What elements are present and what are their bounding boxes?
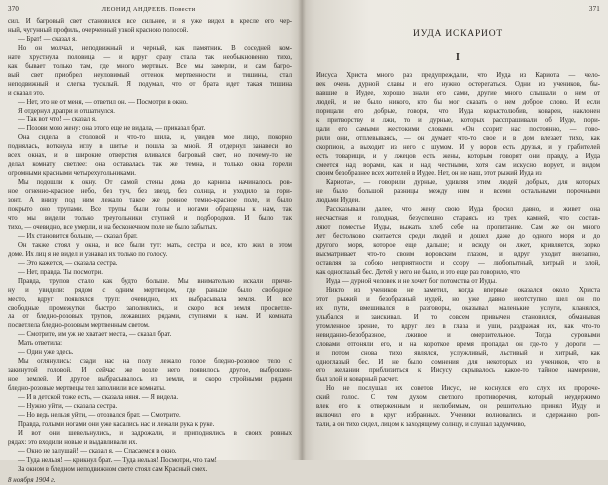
text-line: другого моря, которое еще дальше; и всюду он лжет, кривляется, зорко xyxy=(316,242,600,250)
text-line: Иуда — дурной человек и не хочет бог потомства от Иуды. xyxy=(326,277,497,285)
text-line: покрыто оно трупами. Все трупы были голы и ногами обращены к нам, так xyxy=(8,206,292,214)
text-line: Правда, голыми ногами они уже касались нас и лежали рука к руке. xyxy=(18,420,215,428)
text-line: и потом снова тихо являлся, услужливый, льстивый и хитрый, как xyxy=(316,349,600,357)
text-line: — Это кажется, — сказала сестра. xyxy=(18,259,118,267)
text-line: — Брат! — сказал я. xyxy=(18,35,77,43)
running-header-right xyxy=(316,5,600,15)
text-line: включил его в круг избранных. Ученики волновались и сдержанно роп- xyxy=(316,412,600,420)
text-line: ский голос. С тем духом светлого противоречия, который неудержимо xyxy=(316,394,600,402)
text-line: есть товарищи, и у лжецов есть жены, которым говорят они правду, а Иуда xyxy=(316,152,600,160)
running-header xyxy=(8,5,292,15)
text-line: ла от бледно-розовых трупов, лежавших рядами, ступнями к нам. И комната xyxy=(8,313,292,321)
text-line: был злой и коварный расчет. xyxy=(316,376,399,384)
text-line: нате хрустнула половица — и вдруг сразу стала так необыкновенно тихо, xyxy=(8,53,292,61)
text-line: ляют поместье Иуды, выжать хлеб себе на пропитание. Сам же он много xyxy=(316,224,600,232)
text-line: несчастная и голодная, безуспешно стараясь из трех камней, что состав- xyxy=(316,215,600,223)
text-line: — Нет, правда. Ты посмотри. xyxy=(18,268,103,276)
text-line: рили они, отплевываясь, — он думает что-то свое и в дом влезает тихо, как xyxy=(316,134,600,142)
book-gutter xyxy=(298,0,306,460)
text-line: Иисуса Христа много раз предупреждали, что Иуда из Кариота — чело- xyxy=(316,72,600,79)
text-line: — Один уже здесь. xyxy=(18,349,74,357)
text-line: утомленное зрение, то вдруг лез в глаза и уши, раздражая их, как что-то xyxy=(316,322,600,330)
text-line: вый свет приобрел неуловимый оттенок мертвенности и тишины, стал xyxy=(8,71,292,79)
text-line: бледно-розовые мертвецы тел заполнили все комнаты. xyxy=(8,385,166,393)
text-line: доме. Их лиц я не видел и узнавал их только по голосу. xyxy=(8,250,168,258)
text-line: Мы подошли к окну. От самой стены дома до карниза начиналось ров- xyxy=(18,179,292,187)
text-line: этот рыжий и безобразный иудей, но уже давно неотступно шел он по xyxy=(316,295,600,303)
text-line: Но он молчал, неподвижный и черный, как памятник. В соседней ком- xyxy=(18,44,292,52)
text-line: влек его к отверженным и нелюбимым, он решительно принял Иуду и xyxy=(316,403,600,411)
right-body-text xyxy=(316,72,600,430)
text-line: — Смотрите, им уж не хватает места, — сказал брат. xyxy=(18,331,172,339)
text-line: ное землей. И другое выбрасывалось из земли, и скоро стройными рядами xyxy=(8,376,292,384)
text-line: их пути, вмешивался в разговоры, оказывал маленькие услуги, кланялся, xyxy=(316,304,600,312)
text-line: вавшие в Иудее, хорошо знали его сами, другие много слышали о нем от xyxy=(316,89,600,97)
text-line: скорпион, а выходит из него с шумом. И у воров есть друзья, и у грабителей xyxy=(316,143,600,151)
text-line: За окном в бледном неподвижном свете стоял сам Красный смех. xyxy=(18,465,208,473)
text-line: порицали его добрые, говоря, что Иуда корыстолюбив, коварен, наклонен xyxy=(316,107,600,115)
text-line: — Окно не залушай! — сказал я. — Спасаемся в окно. xyxy=(18,447,177,455)
text-line: людьми Иудеи. xyxy=(316,197,361,205)
text-line: — Позови мою жену: она этого еще не видала, — приказал брат. xyxy=(18,125,206,133)
text-line: как бывает только там, где много мертвых. Все мы замерли, и сам багро- xyxy=(8,62,292,70)
text-line: Она сидела в столовой и что-то шила, и, увидев мое лицо, покорно xyxy=(18,134,292,142)
chapter-number: I xyxy=(456,52,460,63)
text-line: тали, а он тихо сидел, лицом к заходящему солнцу, и слушал задумчиво, xyxy=(316,421,526,429)
text-line: цали его самыми жестокими словами. «Он ссорит нас постоянно, — гово- xyxy=(316,125,600,133)
text-line: не было большой разницы между ним и всеми остальными порочными xyxy=(316,188,600,196)
text-line: Но не послушал их советов Иисус, не коснулся его слух их пророче- xyxy=(326,385,600,393)
text-line: всех окнах, и в широкие отверстия вливался багровый свет, но почему-то не xyxy=(8,152,292,160)
text-line: смеется над ворами, как и над честными, хотя сам искусно ворует, и видом xyxy=(316,161,600,169)
text-line: — Так вот что! — сказал я. xyxy=(18,116,97,124)
text-line: лет бестолково скитается среди людей и дошел даже до одного моря и до xyxy=(316,233,600,241)
text-line: Мать ответила: xyxy=(18,340,63,348)
text-line: невиданно-безобразное, лживое и омерзительное. Тогда суровыми xyxy=(316,331,600,339)
text-line: людей, и не было никого, кто бы мог сказать о нем доброе слово. И если xyxy=(316,98,600,106)
text-line: сил. И багровый свет становился все сильнее, и я уже видел в кресле его чер- xyxy=(8,18,292,25)
text-line: тихо, — очевидно, все умерли, и на бесконечном поле не было забытых. xyxy=(8,223,218,231)
text-line: посветлела бледно-розовым мертвенным светом. xyxy=(8,322,150,330)
text-line: — Нет, это не от меня, — ответил он. — Посмотри в окно. xyxy=(18,98,188,106)
text-line: что мы видели только треугольники ступней и подбородков. И было так xyxy=(8,214,292,222)
text-line: высматривает что-то своим воровским глазом, и вдруг уходит внезапно, xyxy=(316,251,600,259)
text-line: И вот они шевельнулись, и задрожали, и приподнялись в своих ровных xyxy=(18,429,292,437)
left-page xyxy=(0,0,302,484)
page-number-right: 371 xyxy=(588,5,600,13)
text-line: место, вдруг появлялся труп: очевидно, их выбрасывала земля. И все xyxy=(8,295,292,303)
text-line: поднялась, воткнула иглу в шитье и пошла за мной. Я отдернул занавеси во xyxy=(8,143,292,151)
text-line: словами отгоняли его, и на короткое время пропадал он где-то у дороги — xyxy=(316,340,600,348)
text-line: зонт. А внизу под ним лежало такое же ровное темно-красное поле, и было xyxy=(8,197,292,205)
text-line: Он также стоял у окна, и все были тут: мать, сестра и все, кто жил в этом xyxy=(18,241,292,249)
text-line: закинутой головой. И сейчас же возле него появилось другое, выброшен- xyxy=(8,367,292,375)
text-line: как одноглазый бес. Детей у него не было, и это еще раз говорило, что xyxy=(316,268,520,276)
left-body-text xyxy=(8,18,292,475)
text-line: ну и увидели: рядом с одним мертвецом, где раньше было свободное xyxy=(8,286,292,294)
text-line: огромными красными четырехугольниками. xyxy=(8,170,136,178)
running-head-title: ЛЕОНИД АНДРЕЕВ. Повести xyxy=(101,6,196,13)
text-line: улыбался и заискивал. И то совсем привычен становился, обманывая xyxy=(316,313,600,321)
text-line: делал комнату светлее: она оставалась так же темна, и только окна горели xyxy=(8,161,292,169)
right-page xyxy=(302,0,608,460)
text-line: одноглазый бес. И не было сомнения для некоторых из учеников, что в xyxy=(316,358,600,366)
text-line: — И в детской тоже есть, — сказала няня. — Я видела. xyxy=(18,394,179,402)
text-line: — Их становится больше, — сказал брат. xyxy=(18,232,138,240)
text-line: Кариота», — говорили дурные, удивляя этим людей добрых, для которых xyxy=(326,179,600,187)
text-line: Рассказывали далее, что жену свою Иуда бросил давно, и живет она xyxy=(326,206,600,214)
text-line: и сказал это. xyxy=(8,89,45,97)
text-line: ное огненно-красное небо, без туч, без звезд, без солнца, и уходило за гори- xyxy=(8,188,292,196)
text-line: век очень дурной славы и его нужно остерегаться. Одни из учеников, бы- xyxy=(316,80,600,88)
date-line: 8 ноября 1904 г. xyxy=(8,475,56,484)
text-line: — Но ведь нельзя уйти, — отозвался брат. — Смотрите. xyxy=(18,411,181,419)
text-line: его желании приблизиться к Иисусу скрывалось какое-то тайное намерение, xyxy=(316,367,600,375)
text-line: своим безобразнее всех жителей в Иудее. Нет, он не наш, этот рыжий Иуда из xyxy=(316,170,542,178)
text-line: Мы оглянулись: сзади нас на полу лежало голое бледно-розовое тело с xyxy=(18,358,292,366)
text-line: неподвижный и слегка тусклый. Я подумал, что от брата идет такая тишина xyxy=(8,80,292,88)
text-line: — Нужно уйти, — сказала сестра. xyxy=(18,402,118,410)
text-line: Правда, трупов стало как будто больше. Мы внимательно искали причи- xyxy=(18,277,292,285)
text-line: ный, чугунный профиль, очерченный узкой красною полосой. xyxy=(8,26,189,34)
work-title: ИУДА ИСКАРИОТ xyxy=(413,29,503,39)
text-line: к притворству и лжи, то и дурные, которых расспрашивали об Иуде, пори- xyxy=(316,116,600,124)
text-line: свободные промежутки быстро заполнялись, и скоро вся земля просветле- xyxy=(8,304,292,312)
page-number: 370 xyxy=(8,5,20,13)
text-line: Я отдернул драпри и отшатнулся. xyxy=(18,107,115,115)
text-line: оставляя за собою неприятности и ссору — любопытный, хитрый и злой, xyxy=(316,260,600,268)
text-line: — Туда нельзя! — крикнул брат. — Туда нельзя! Посмотри, что там! xyxy=(18,456,217,464)
text-line: рядах: это входили новые и выдавливали их. xyxy=(8,438,138,446)
text-line: Никто из учеников не заметил, когда впервые оказался около Христа xyxy=(326,286,600,294)
